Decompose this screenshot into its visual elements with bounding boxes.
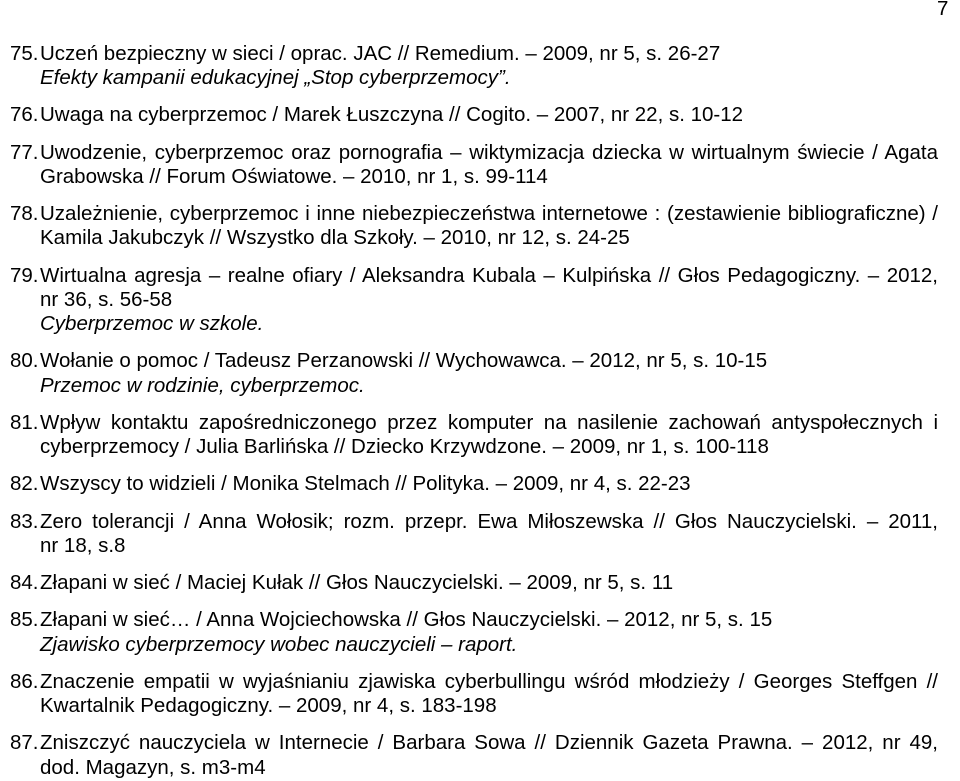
entry-citation bbox=[40, 264, 938, 337]
entry-citation bbox=[40, 202, 938, 251]
citation-line: Zero tolerancji / Anna Wołosik; rozm. przepr. Ewa Miłoszewska // Głos Nauczycielski. – 2011, bbox=[40, 509, 938, 533]
bibliography-entry bbox=[10, 202, 938, 251]
citation-line: Znaczenie empatii w wyjaśnianiu zjawiska cyberbullingu wśród młodzieży / Georges Steffgen // bbox=[40, 669, 938, 693]
entry-citation bbox=[40, 42, 938, 91]
citation-line: Wpływ kontaktu zapośredniczonego przez komputer na nasilenie zachowań antyspołecznych i bbox=[40, 410, 938, 434]
entry-number: 79. bbox=[10, 263, 39, 287]
entry-number: 83. bbox=[10, 509, 39, 533]
citation-line: cyberprzemocy / Julia Barlińska // Dziecko Krzywdzone. – 2009, nr 1, s. 100-118 bbox=[40, 435, 769, 459]
entry-number: 76. bbox=[10, 103, 39, 127]
entry-citation bbox=[40, 472, 938, 496]
entry-annotation: Zjawisko cyberprzemocy wobec nauczycieli – raport. bbox=[40, 632, 518, 656]
citation-line: Uwaga na cyberprzemoc / Marek Łuszczyna // Cogito. – 2007, nr 22, s. 10-12 bbox=[40, 103, 744, 127]
bibliography-entry bbox=[10, 731, 938, 780]
bibliography-entry bbox=[10, 571, 938, 595]
entry-citation bbox=[40, 141, 938, 190]
entry-number: 75. bbox=[10, 42, 39, 65]
bibliography-entry bbox=[10, 42, 938, 91]
entry-annotation: Cyberprzemoc w szkole. bbox=[40, 312, 264, 336]
entry-annotation: Przemoc w rodzinie, cyberprzemoc. bbox=[40, 373, 365, 397]
entry-citation bbox=[40, 670, 938, 719]
entry-citation bbox=[40, 411, 938, 460]
entry-number: 87. bbox=[10, 731, 39, 755]
entry-number: 85. bbox=[10, 608, 39, 632]
entry-citation bbox=[40, 571, 938, 595]
citation-line: Kwartalnik Pedagogiczny. – 2009, nr 4, s. 183-198 bbox=[40, 694, 497, 718]
entry-number: 86. bbox=[10, 669, 39, 693]
bibliography-entry bbox=[10, 608, 938, 657]
citation-line: Zniszczyć nauczyciela w Internecie / Barbara Sowa // Dziennik Gazeta Prawna. – 2012, nr 49, bbox=[40, 731, 938, 755]
entry-citation bbox=[40, 103, 938, 127]
citation-line: nr 36, s. 56-58 bbox=[40, 287, 173, 311]
entry-citation bbox=[40, 349, 938, 398]
citation-line: Grabowska // Forum Oświatowe. – 2010, nr 1, s. 99-114 bbox=[40, 164, 548, 188]
entry-citation bbox=[40, 510, 938, 559]
bibliography-entry bbox=[10, 670, 938, 719]
citation-line: Uwodzenie, cyberprzemoc oraz pornografia – wiktymizacja dziecka w wirtualnym świecie / Agata bbox=[40, 140, 938, 164]
bibliography-entry bbox=[10, 472, 938, 496]
entry-number: 80. bbox=[10, 349, 39, 373]
citation-line: Wirtualna agresja – realne ofiary / Aleksandra Kubala – Kulpińska // Głos Pedagogiczny. – 2012, bbox=[40, 263, 938, 287]
bibliography-entry bbox=[10, 103, 938, 127]
entry-number: 82. bbox=[10, 472, 39, 496]
entry-number: 78. bbox=[10, 202, 39, 226]
entry-number: 81. bbox=[10, 410, 39, 434]
bibliography-entry bbox=[10, 349, 938, 398]
citation-line: nr 18, s.8 bbox=[40, 533, 126, 557]
citation-line: dod. Magazyn, s. m3-m4 bbox=[40, 755, 266, 779]
bibliography-entry bbox=[10, 510, 938, 559]
entry-number: 77. bbox=[10, 140, 39, 164]
citation-line: Kamila Jakubczyk // Wszystko dla Szkoły. – 2010, nr 12, s. 24-25 bbox=[40, 226, 630, 250]
entry-citation bbox=[40, 608, 938, 657]
citation-line: Złapani w sieć… / Anna Wojciechowska // Głos Nauczycielski. – 2012, nr 5, s. 15 bbox=[40, 608, 773, 632]
entry-annotation: Efekty kampanii edukacyjnej „Stop cyberprzemocy”. bbox=[40, 66, 511, 90]
page-number: 7 bbox=[937, 0, 949, 20]
citation-line: Wszyscy to widzieli / Monika Stelmach // Polityka. – 2009, nr 4, s. 22-23 bbox=[40, 472, 691, 496]
bibliography-entry bbox=[10, 141, 938, 190]
entry-citation bbox=[40, 731, 938, 780]
citation-line: Uczeń bezpieczny w sieci / oprac. JAC // Remedium. – 2009, nr 5, s. 26-27 bbox=[40, 42, 721, 65]
entry-number: 84. bbox=[10, 571, 39, 595]
bibliography-entry bbox=[10, 264, 938, 337]
citation-line: Wołanie o pomoc / Tadeusz Perzanowski // Wychowawca. – 2012, nr 5, s. 10-15 bbox=[40, 349, 768, 373]
bibliography-entry bbox=[10, 411, 938, 460]
citation-line: Uzależnienie, cyberprzemoc i inne niebezpieczeństwa internetowe : (zestawienie bibliograficzne) / bbox=[40, 202, 938, 226]
bibliography-list bbox=[10, 42, 938, 780]
citation-line: Złapani w sieć / Maciej Kułak // Głos Nauczycielski. – 2009, nr 5, s. 11 bbox=[40, 571, 674, 595]
